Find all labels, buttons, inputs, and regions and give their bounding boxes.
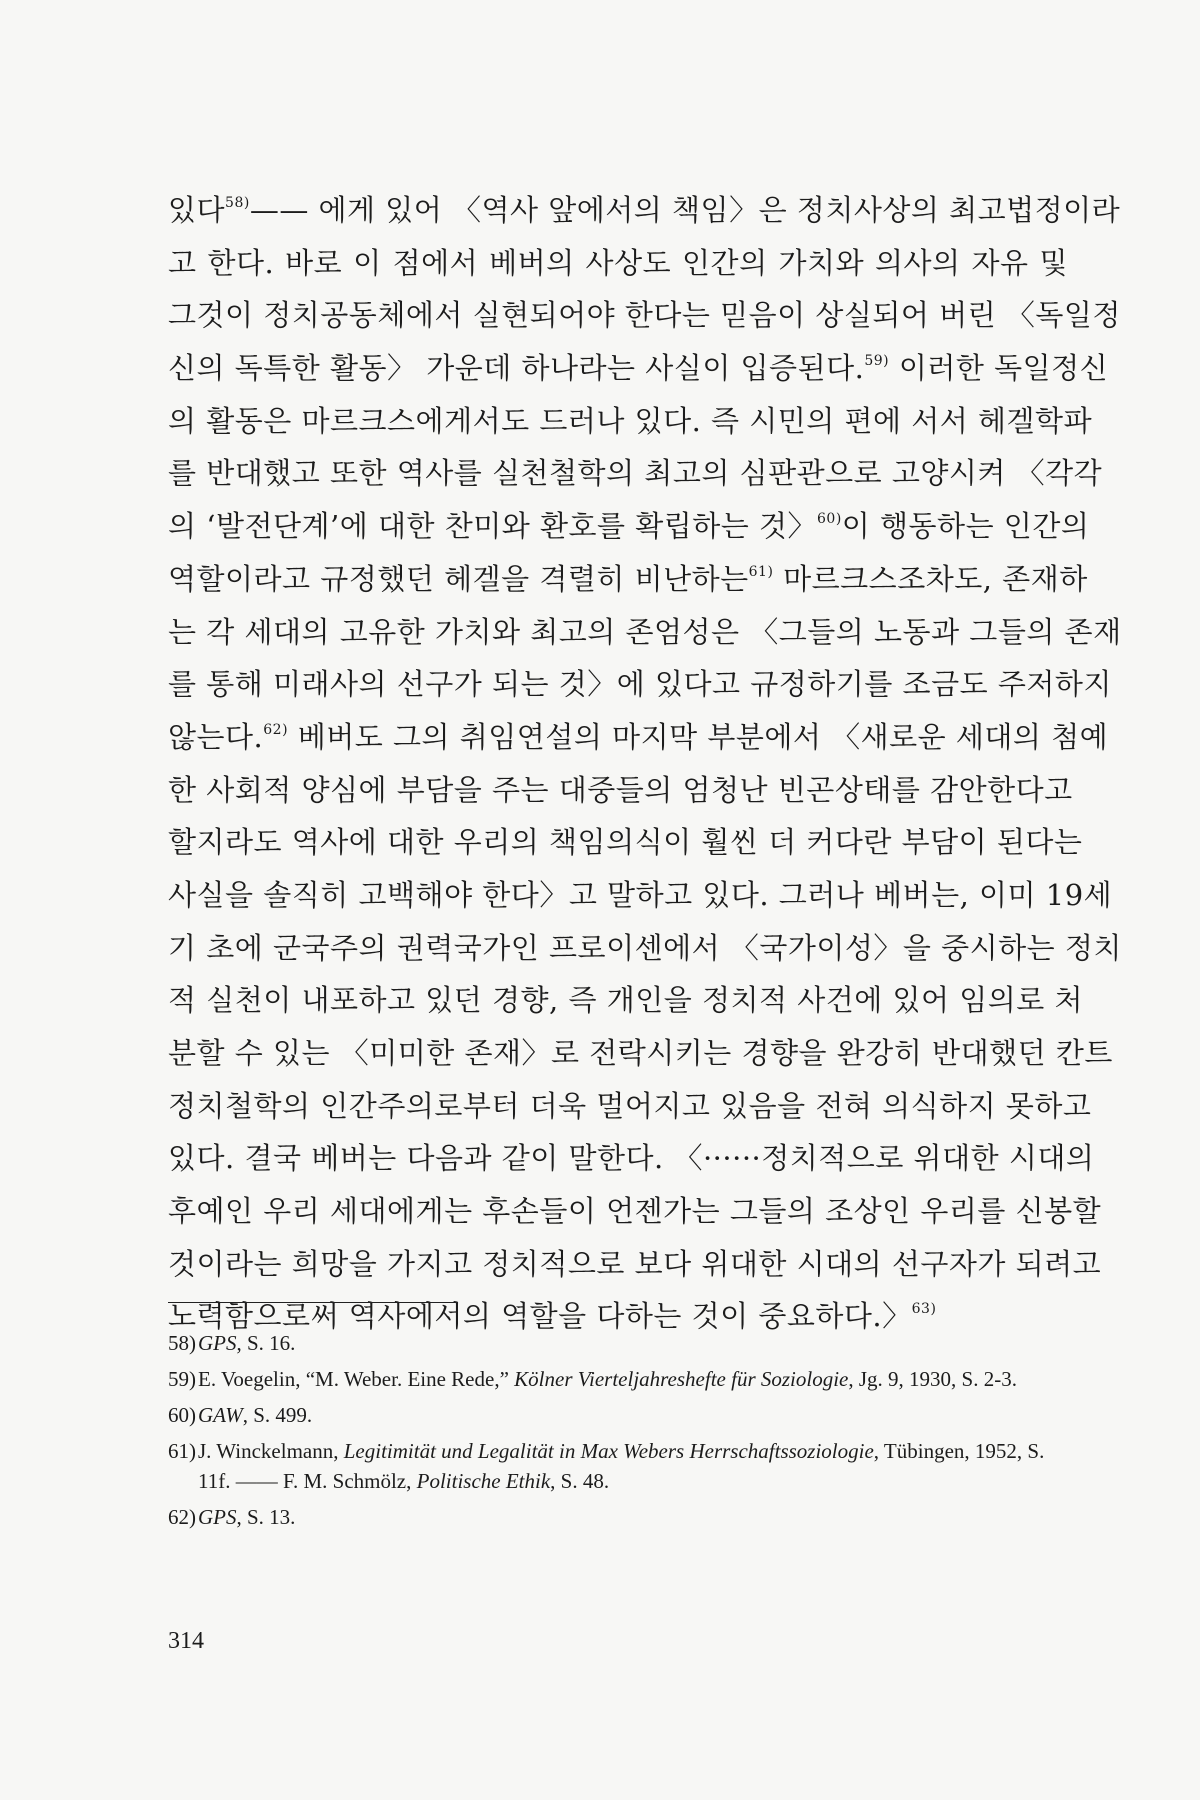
text-line [168, 298, 1121, 333]
text-line [168, 772, 1073, 807]
text-line [168, 614, 1122, 649]
text-segment: 신의 독특한 활동〉 가운데 하나라는 사실이 입증된다. [168, 351, 865, 386]
text-segment: 마르크스조차도, 존재하 [773, 561, 1088, 596]
footnote [168, 1328, 1068, 1358]
text-segment: 노력함으로써 역사에서의 역할을 다하는 것이 중요하다.〉 [168, 1299, 912, 1334]
text-segment: —— 에게 있어 〈역사 앞에서의 책임〉은 정치사상의 최고법정이라 [249, 193, 1121, 227]
text-line [168, 561, 1088, 596]
footnote [168, 1364, 1068, 1394]
text-line [168, 877, 1113, 912]
text-line [168, 667, 1112, 702]
citation-title: GPS [198, 1331, 237, 1355]
text-segment: 있다. 결국 베버는 다음과 같이 말한다. 〈······정치적으로 위대한 시대의 [168, 1141, 1095, 1176]
text-segment: 후예인 우리 세대에게는 후손들이 언젠가는 그들의 조상인 우리를 신봉할 [168, 1194, 1102, 1229]
citation-text: , S. 13. [236, 1505, 296, 1529]
text-segment: 를 통해 미래사의 선구가 되는 것〉에 있다고 규정하기를 조금도 주저하지 [168, 667, 1112, 702]
footnote [168, 1400, 1068, 1430]
page-number: 314 [168, 1628, 204, 1654]
footnote-text [198, 1439, 1044, 1493]
footnote-number: 58 ) [168, 1328, 196, 1358]
text-line [168, 983, 1084, 1018]
text-line [168, 719, 1109, 754]
footnote-text [198, 1403, 312, 1427]
text-segment: 적 실천이 내포하고 있던 경향, 즉 개인을 정치적 사건에 있어 임의로 처 [168, 983, 1084, 1018]
citation-title: Politische Ethik [416, 1469, 551, 1493]
text-segment: 역할이라고 규정했던 헤겔을 격렬히 비난하는 [168, 561, 749, 596]
citation-title: GPS [198, 1505, 237, 1529]
footnotes [168, 1328, 1068, 1538]
footnote-marker: 61) [748, 563, 774, 580]
citation-text: , S. 16. [236, 1331, 296, 1355]
text-line [168, 1141, 1095, 1176]
text-segment: 는 각 세대의 고유한 가치와 최고의 존엄성은 〈그들의 노동과 그들의 존재 [168, 614, 1122, 649]
text-segment: 않는다. [168, 719, 264, 754]
text-segment: 베버도 그의 취임연설의 마지막 부분에서 〈새로운 세대의 첨예 [288, 719, 1109, 754]
footnote [168, 1436, 1068, 1496]
text-line [168, 1088, 1092, 1123]
citation-text: , S. 48. [550, 1469, 610, 1493]
text-segment: 기 초에 군국주의 권력국가인 프로이센에서 〈국가이성〉을 중시하는 정치 [168, 930, 1122, 965]
text-line [168, 245, 1068, 280]
footnote-number: 62 ) [168, 1502, 196, 1532]
citation-text: J. Winckelmann, [198, 1439, 344, 1463]
text-line [168, 351, 1109, 386]
text-segment: 한 사회적 양심에 부담을 주는 대중들의 엄청난 빈곤상태를 감안한다고 [168, 772, 1073, 807]
footnote-marker: 60) [817, 511, 842, 528]
text-segment: 분할 수 있는 〈미미한 존재〉로 전락시키는 경향을 완강히 반대했던 칸트 [168, 1036, 1113, 1070]
footnote-marker: 59) [864, 353, 890, 370]
footnote-text [198, 1367, 1017, 1391]
text-segment: 이 행동하는 인간의 [841, 509, 1090, 544]
body-text [168, 193, 1122, 1355]
text-segment: 의 활동은 마르크스에게서도 드러나 있다. 즉 시민의 편에 서서 헤겔학파 [168, 403, 1093, 438]
citation-title: Legitimität und Legalität in Max Webers Herrschaftssoziologie [343, 1439, 874, 1463]
text-line [168, 825, 1083, 860]
footnote-number: 59 ) [168, 1364, 196, 1394]
text-line [168, 193, 1121, 227]
footnote-text [198, 1505, 295, 1529]
text-line [168, 456, 1103, 491]
footnote-separator [168, 1302, 458, 1303]
text-segment: 정치철학의 인간주의로부터 더욱 멀어지고 있음을 전혀 의식하지 못하고 [168, 1088, 1092, 1123]
text-line [168, 509, 1090, 544]
text-line [168, 1246, 1102, 1281]
footnote-number: 60 ) [168, 1400, 196, 1430]
footnote-marker: 62) [263, 721, 289, 738]
text-segment: 그것이 정치공동체에서 실현되어야 한다는 믿음이 상실되어 버린 〈독일정 [168, 298, 1121, 333]
footnote-marker: 63) [911, 1301, 937, 1318]
citation-text: E. Voegelin, “M. Weber. Eine Rede,” [198, 1367, 515, 1391]
footnote-marker: 58) [225, 195, 250, 211]
citation-title: GAW [198, 1403, 243, 1427]
footnote-text [198, 1331, 295, 1355]
text-segment: 의 ‘발전단계’에 대한 찬미와 환호를 확립하는 것〉 [168, 509, 818, 544]
text-segment: 이러한 독일정신 [889, 351, 1109, 386]
text-segment: 사실을 솔직히 고백해야 한다〉고 말하고 있다. 그러나 베버는, 이미 19세 [168, 877, 1113, 912]
text-segment: 를 반대했고 또한 역사를 실천철학의 최고의 심판관으로 고양시켜 〈각각 [168, 456, 1103, 491]
citation-text: , Tübingen, 1952, S. 11f. —— F. M. Schmölz, [198, 1439, 1045, 1493]
footnote [168, 1502, 1068, 1532]
text-segment: 할지라도 역사에 대한 우리의 책임의식이 훨씬 더 커다란 부담이 된다는 [168, 825, 1083, 860]
citation-text: , Jg. 9, 1930, S. 2-3. [848, 1367, 1017, 1391]
text-line [168, 403, 1093, 438]
text-segment: 있다 [168, 193, 226, 227]
text-segment: 고 한다. 바로 이 점에서 베버의 사상도 인간의 가치와 의사의 자유 및 [168, 245, 1068, 280]
citation-text: , S. 499. [242, 1403, 313, 1427]
text-line [168, 1194, 1102, 1229]
text-segment: 것이라는 희망을 가지고 정치적으로 보다 위대한 시대의 선구자가 되려고 [168, 1246, 1102, 1281]
citation-title: Kölner Vierteljahreshefte für Soziologie [514, 1367, 849, 1391]
text-line [168, 1036, 1113, 1070]
footnote-number: 61 ) [168, 1436, 196, 1466]
text-line [168, 930, 1122, 965]
